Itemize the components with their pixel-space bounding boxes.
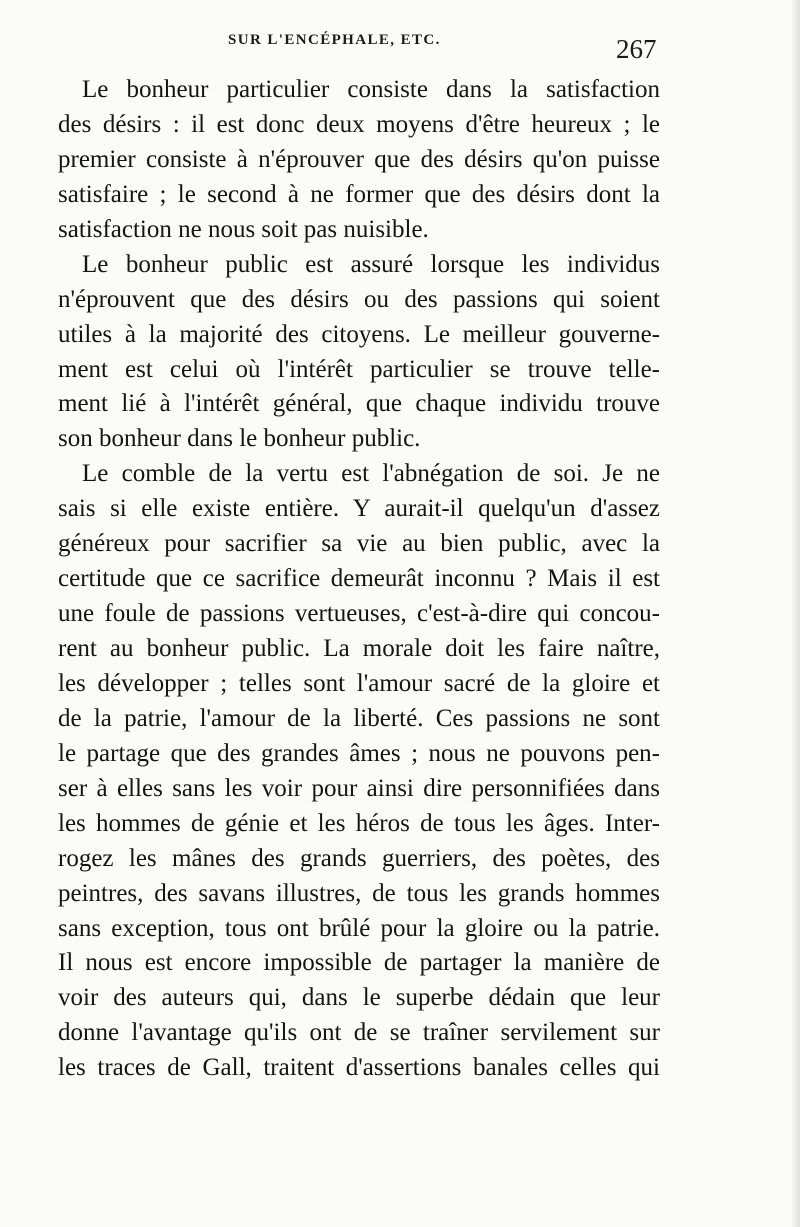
page-number: 267 [616, 34, 657, 64]
text-line: premier consiste à n'éprouver que des désirs qu'on puisse [58, 145, 660, 173]
text-line: le partage que des grandes âmes ; nous ne pouvons pen- [58, 739, 660, 767]
text-line: satisfaire ; le second à ne former que des désirs dont la [58, 180, 660, 208]
text-line: utiles à la majorité des citoyens. Le meilleur gouverne- [58, 320, 660, 348]
text-line: Le bonheur particulier consiste dans la satisfaction [82, 76, 660, 103]
text-line: ment est celui où l'intérêt particulier se trouve telle- [58, 355, 660, 383]
body-text [58, 73, 660, 1086]
text-line: Le comble de la vertu est l'abnégation de soi. Je ne [82, 460, 660, 488]
text-line: Le bonheur public est assuré lorsque les individus [82, 250, 660, 278]
text-line: les hommes de génie et les héros de tous les âges. Inter- [58, 809, 660, 837]
text-line: satisfaction ne nous soit pas nuisible. [58, 215, 429, 243]
text-line: rogez les mânes des grands guerriers, des poètes, des [58, 844, 660, 872]
page-edge-shadow [790, 0, 800, 1227]
text-line: les développer ; telles sont l'amour sacré de la gloire et [58, 669, 660, 697]
text-line: ser à elles sans les voir pour ainsi dire personnifiées dans [58, 774, 660, 802]
text-line: son bonheur dans le bonheur public. [58, 425, 421, 453]
text-line: des désirs : il est donc deux moyens d'être heureux ; le [58, 110, 660, 138]
text-line: Il nous est encore impossible de partager la manière de [58, 949, 660, 977]
text-line: sais si elle existe entière. Y aurait-il quelqu'un d'assez [58, 495, 660, 523]
text-line: une foule de passions vertueuses, c'est-à-dire qui concou- [58, 600, 660, 628]
text-line: ment lié à l'intérêt général, que chaque individu trouve [58, 390, 660, 418]
text-line: de la patrie, l'amour de la liberté. Ces passions ne sont [58, 704, 660, 732]
text-line: certitude que ce sacrifice demeurât inconnu ? Mais il est [58, 565, 660, 593]
text-line: peintres, des savans illustres, de tous les grands hommes [58, 879, 660, 907]
text-line: n'éprouvent que des désirs ou des passions qui soient [58, 285, 660, 313]
text-line: donne l'avantage qu'ils ont de se traîner servilement sur [58, 1019, 660, 1047]
text-line: rent au bonheur public. La morale doit les faire naître, [58, 635, 660, 662]
text-line: généreux pour sacrifier sa vie au bien public, avec la [58, 530, 660, 558]
text-line: voir des auteurs qui, dans le superbe dédain que leur [58, 984, 660, 1012]
text-line: sans exception, tous ont brûlé pour la gloire ou la patrie. [58, 914, 660, 942]
text-line: les traces de Gall, traitent d'assertions banales celles qui [58, 1054, 660, 1082]
running-head: SUR L'ENCÉPHALE, ETC. [228, 32, 441, 48]
